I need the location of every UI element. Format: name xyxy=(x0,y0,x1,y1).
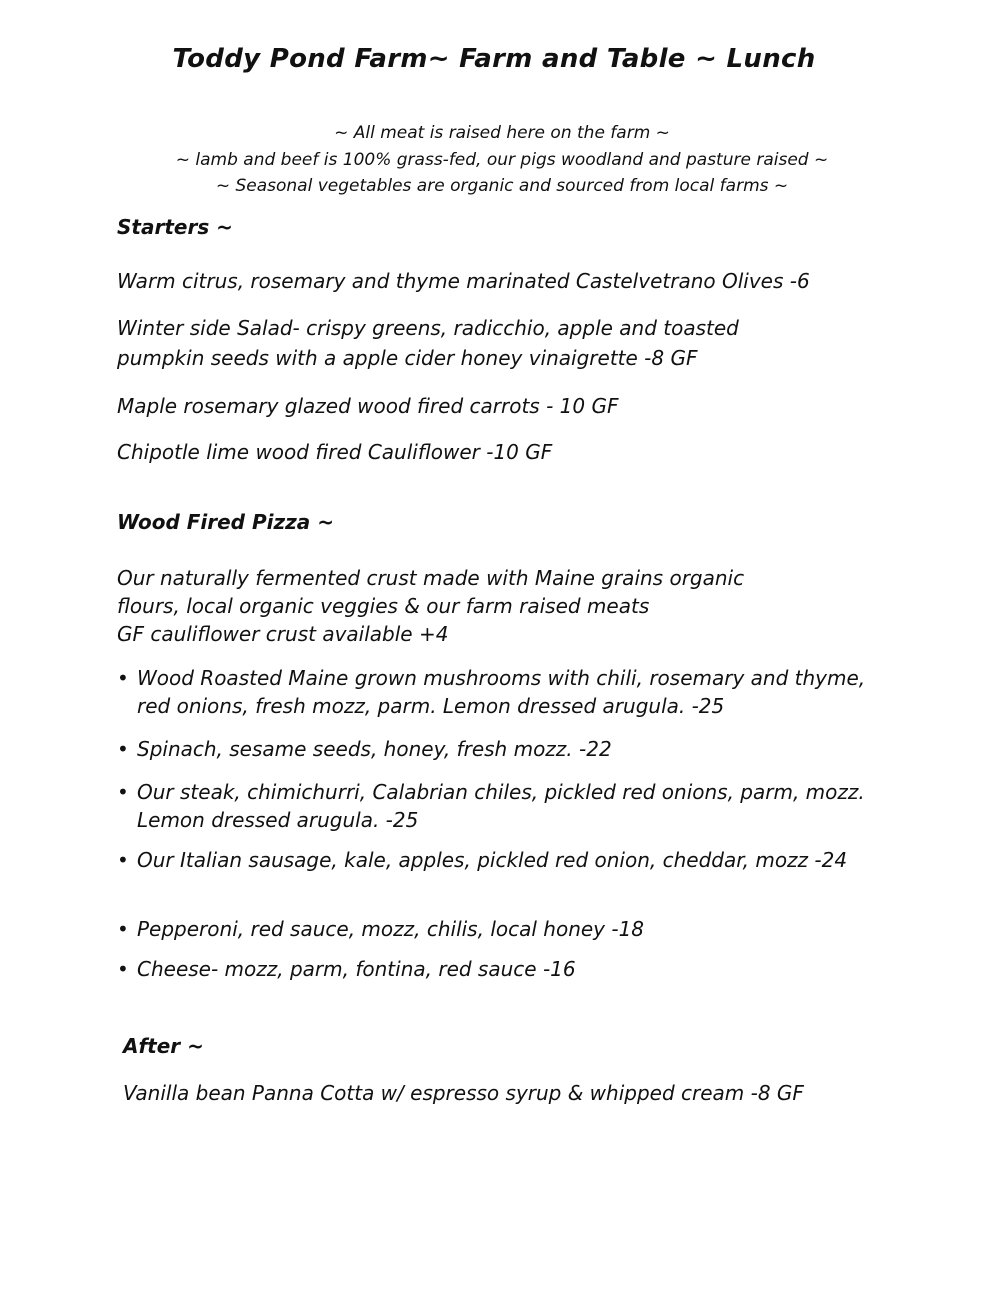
after-heading: After ~ xyxy=(123,1034,204,1058)
pizza-item-text: Wood Roasted Maine grown mushrooms with chili, rosemary and thyme, red onions, fresh mozz, parm. Lemon dressed arugula. -25 xyxy=(137,666,866,718)
starter-item: Winter side Salad- crispy greens, radicchio, apple and toasted xyxy=(117,316,739,340)
starters-heading: Starters ~ xyxy=(117,215,233,239)
bullet-icon: • xyxy=(117,780,129,804)
pizza-item-text: Our Italian sausage, kale, apples, pickled red onion, cheddar, mozz -24 xyxy=(137,848,848,872)
starter-item: Chipotle lime wood fired Cauliflower -10 GF xyxy=(117,440,553,464)
menu-intro xyxy=(0,120,1000,200)
pizza-item-text: Spinach, sesame seeds, honey, fresh mozz. -22 xyxy=(137,737,612,761)
pizza-description-line: GF cauliflower crust available +4 xyxy=(117,622,449,646)
pizza-description-line: Our naturally fermented crust made with Maine grains organic xyxy=(117,566,745,590)
pizza-item-text: Cheese- mozz, parm, fontina, red sauce -16 xyxy=(137,957,576,981)
pizza-description-line: flours, local organic veggies & our farm raised meats xyxy=(117,594,650,618)
pizza-item-text: Pepperoni, red sauce, mozz, chilis, local honey -18 xyxy=(137,917,645,941)
intro-line: ~ Seasonal vegetables are organic and sourced from local farms ~ xyxy=(215,176,789,196)
bullet-icon: • xyxy=(117,957,129,981)
intro-line: ~ lamb and beef is 100% grass-fed, our pigs woodland and pasture raised ~ xyxy=(175,149,829,170)
bullet-icon: • xyxy=(117,917,129,941)
starter-item: Warm citrus, rosemary and thyme marinated Castelvetrano Olives -6 xyxy=(117,269,810,293)
after-item: Vanilla bean Panna Cotta w/ espresso syrup & whipped cream -8 GF xyxy=(123,1081,804,1105)
bullet-icon: • xyxy=(117,666,129,690)
bullet-icon: • xyxy=(117,737,129,761)
bullet-icon: • xyxy=(117,848,129,872)
pizza-heading: Wood Fired Pizza ~ xyxy=(117,510,334,534)
pizza-item-text: Our steak, chimichurri, Calabrian chiles, pickled red onions, parm, mozz. Lemon dressed arugula. -25 xyxy=(137,780,865,832)
starter-item-continued: pumpkin seeds with a apple cider honey vinaigrette -8 GF xyxy=(117,346,698,370)
starter-item: Maple rosemary glazed wood fired carrots - 10 GF xyxy=(117,394,619,418)
intro-line: ~ All meat is raised here on the farm ~ xyxy=(334,123,670,143)
menu-title: Toddy Pond Farm~ Farm and Table ~ Lunch xyxy=(172,44,816,74)
